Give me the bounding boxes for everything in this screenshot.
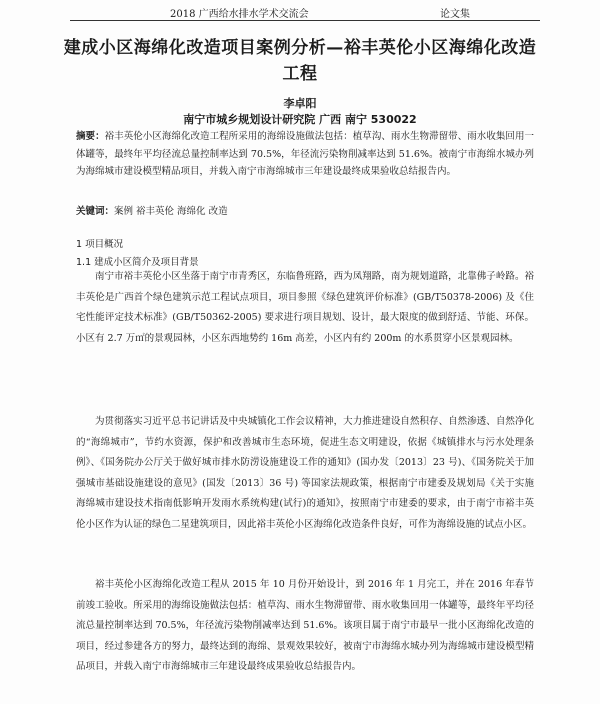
- paper-affiliation: 南宁市城乡规划设计研究院 广西 南宁 530022: [183, 113, 417, 126]
- body-paragraph-2: 为贯彻落实习近平总书记讲话及中央城镇化工作会议精神，大力推进建设自然积存、自然渗透、自然净化的“海绵城市”，节约水资源，保护和改善城市生态环境，促进生态文明建设，依据《城镇排水与污水处理条例》、《国务院办公厅关于做好城市排水防涝设施建设工作的通知》(国办发〔2013〕23 号)、《国务院关于加强城市基础设施建设的意见》(国发〔2013〕36 号) 等国家法规政策，根据南宁市建委及规划局《关于实施海绵城市建设技术指南低影响开发雨水系统构建(试行)的通知》，按照南宁市建委的要求，由于南宁市裕丰英伦小区作为认证的绿色二星建筑项目，因此裕丰英伦小区海绵化改造条件良好，可作为海绵设施的试点小区。: [76, 416, 534, 530]
- running-header: [70, 4, 540, 21]
- body-paragraph-3: 裕丰英伦小区海绵化改造工程从 2015 年 10 月份开始设计，到 2016 年 1 月完工，并在 2016 年春节前竣工验收。所采用的海绵设施做法包括：植草沟、雨水生物滞留带、雨水收集回用一体罐等，最终年平均径流总量控制率达到 70.5%，年径流污染物削减率达到 51.6%。该项目属于南宁市最早一批小区海绵化改造的项目，经过参建各方的努力，最终达到的海绵、景观效果较好，被南宁市海绵水城办列为海绵城市建设模型精品项目，并载入南宁市海绵城市三年建设最终成果验收总结报告内。: [76, 579, 534, 672]
- keywords: [76, 203, 534, 217]
- paper-author: 李卓阳: [283, 97, 317, 110]
- header-conference: 2018 广西给水排水学术交流会: [170, 9, 309, 20]
- section-heading-1: 1 项目概况: [76, 239, 124, 250]
- keywords-text: 案例 裕丰英伦 海绵化 改造: [114, 206, 228, 217]
- header-proceedings: 论文集: [440, 9, 470, 20]
- section-heading-1-1: 1.1 建成小区简介及项目背景: [76, 257, 199, 268]
- abstract: [76, 128, 534, 181]
- keywords-label: 关键词：: [76, 206, 115, 217]
- abstract-text: 裕丰英伦小区海绵化改造工程所采用的海绵设施做法包括：植草沟、雨水生物滞留带、雨水收集回用一体罐等，最终年平均径流总量控制率达到 70.5%，年径流污染物削减率达到 51.6%。被南宁市海绵水城办列为海绵城市建设模型精品项目，并载入南宁市海绵城市三年建设最终成果验收总结报告内。: [76, 131, 534, 177]
- abstract-label: 摘要：: [76, 131, 105, 142]
- paper-title: 建成小区海绵化改造项目案例分析—裕丰英伦小区海绵化改造工程: [63, 38, 537, 84]
- body-paragraph-1: 南宁市裕丰英伦小区坐落于南宁市青秀区，东临鲁班路，西为凤翔路，南为规划道路，北靠佛子岭路。裕丰英伦是广西首个绿色建筑示范工程试点项目，项目参照《绿色建筑评价标准》(GB/T50378-2006) 及《住宅性能评定技术标准》(GB/T50362-2005) 要求进行项目规划、设计，最大限度的做到舒适、节能、环保。小区有 2.7 万㎡的景观园林，小区东西地势约 16m 高差，小区内有约 200m 的水系贯穿小区景观园林。: [76, 271, 534, 344]
